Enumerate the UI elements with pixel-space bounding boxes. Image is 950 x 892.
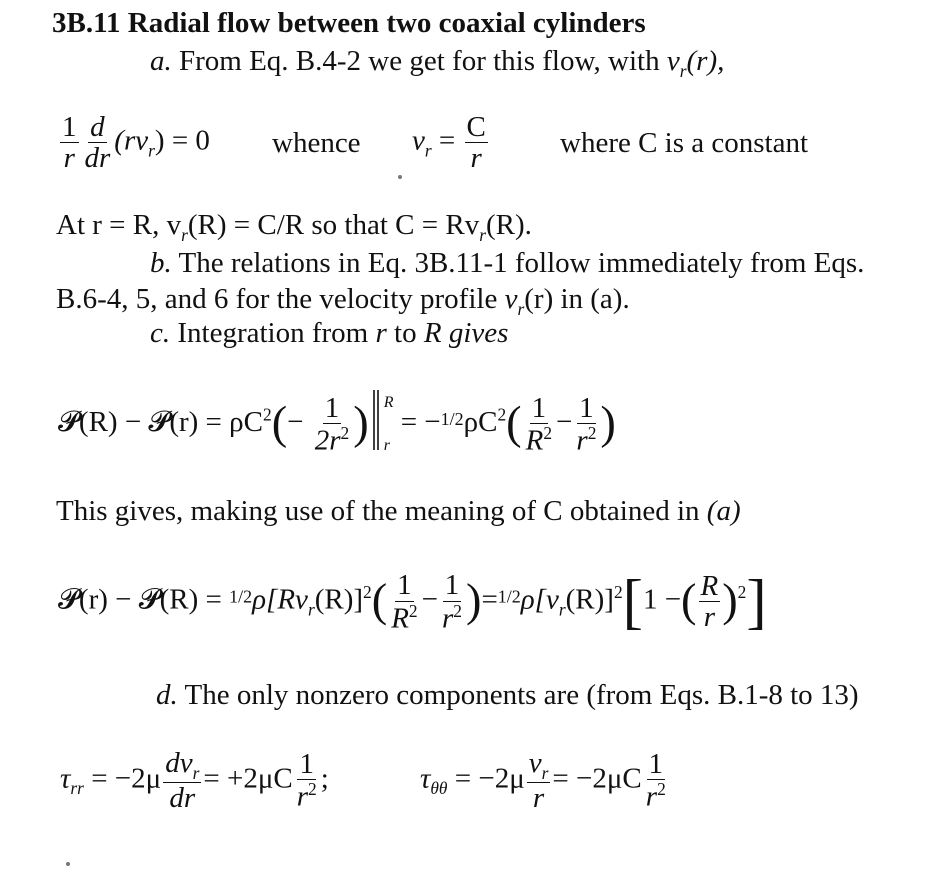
scan-speck [66, 862, 70, 866]
whence-word: whence [272, 127, 361, 159]
fraction-one-over-r2: $\frac{1}{r^2}$ [576, 391, 597, 457]
part-a-arg: (r), [686, 45, 725, 77]
eq3-fraction-one-over-r2: $\frac{1}{r^2}$ [441, 569, 462, 635]
part-a-label: a. [150, 45, 172, 77]
fraction-one-over-R2: $\frac{1}{R^2}$ [525, 391, 553, 457]
equation-pressure-integration: 𝓟(R) − 𝓟(r) = $\rho C^2(-$ $\frac{1}{2r^2}$ ) R r = $-^{1/2}\rho C^2$( $\frac{1}{R^2}$ − $\frac{1}{r^2}$ ) [58, 388, 616, 461]
equation-continuity: $\frac{1}{r}$ $\frac{d}{dr}$ $(rv_r) = 0$ [62, 111, 210, 175]
fraction-one-over-r: $\frac{1}{r}$ [62, 111, 77, 175]
equation-pressure-result: 𝓟(r) − 𝓟(R) = $^{1/2}\rho[Rv_r(R)]^2$( $\frac{1}{R^2}$ − $\frac{1}{r^2}$ )$=^{1/2}\rho[v_r(R)]^2[1$ −( $\frac{R}{r}$ )$^2$] [58, 569, 767, 636]
part-a-sentence: From Eq. B.4-2 we get for this flow, with [179, 45, 660, 77]
fraction-dvr-dr: $\frac{dv_r}{dr}$ [165, 747, 200, 815]
problem-heading [52, 6, 646, 41]
part-b-line2: B.6-4, 5, and 6 for the velocity profile $v_r(r)$ in (a). [56, 283, 630, 319]
this-gives-line: This gives, making use of the meaning of C obtained in (a) [56, 495, 741, 527]
fraction-one-over-r2-stress: $\frac{1}{r^2}$ [296, 747, 317, 814]
eq1-equals-zero: ) = 0 [154, 124, 210, 157]
constant-remark: where C is a constant [560, 127, 809, 159]
equation-stress-thetatheta: $\tau_{\theta\theta} = -2\mu$ $\frac{v_r}{r}$ = −2μC $\frac{1}{r^2}$ [420, 747, 666, 815]
fraction-one-over-2r2: $\frac{1}{2r^2}$ [314, 391, 350, 457]
eq1-paren-expr: (rv [114, 124, 149, 157]
evaluation-limits: R r [383, 394, 394, 455]
part-b-label: b. [150, 247, 172, 279]
equation-stress-rr: $\tau_{rr} = -2\mu$ $\frac{dv_r}{dr}$ = +2μC $\frac{1}{r^2}$ ; [60, 747, 329, 815]
problem-title: Radial flow between two coaxial cylinders [127, 7, 646, 39]
fraction-one-over-r2-theta: $\frac{1}{r^2}$ [645, 747, 666, 814]
part-b-line1: b. The relations in Eq. 3B.11-1 follow immediately from Eqs. [150, 247, 865, 279]
part-c-label: c. [150, 317, 171, 349]
part-c-line: c. Integration from r to R gives [150, 317, 509, 349]
fraction-d-dr: $\frac{d}{dr}$ [84, 111, 111, 175]
part-d-line: d. The only nonzero components are (from Eqs. B.1-8 to 13) [156, 679, 859, 711]
fraction-vr-over-r: $\frac{v_r}{r}$ [528, 747, 549, 815]
scan-speck [398, 175, 402, 179]
evaluation-bar [372, 388, 380, 461]
eq3-fraction-one-over-R2: $\frac{1}{R^2}$ [391, 569, 418, 635]
problem-number: 3B.11 [52, 7, 121, 39]
part-d-label: d. [156, 679, 178, 711]
fraction-R-over-r: $\frac{R}{r}$ [700, 570, 719, 634]
part-a-subscript: r [679, 60, 687, 81]
part-a-symbol: v [666, 45, 680, 77]
part-a-text [150, 44, 724, 82]
equation-velocity: $v_r$ = $\frac{C}{r}$ [412, 111, 486, 175]
boundary-condition-line: At r = R, $v_r(R) = C/R$ so that $C = Rv_r(R)$. [56, 209, 532, 245]
fraction-c-over-r: $\frac{C}{r}$ [466, 111, 486, 175]
